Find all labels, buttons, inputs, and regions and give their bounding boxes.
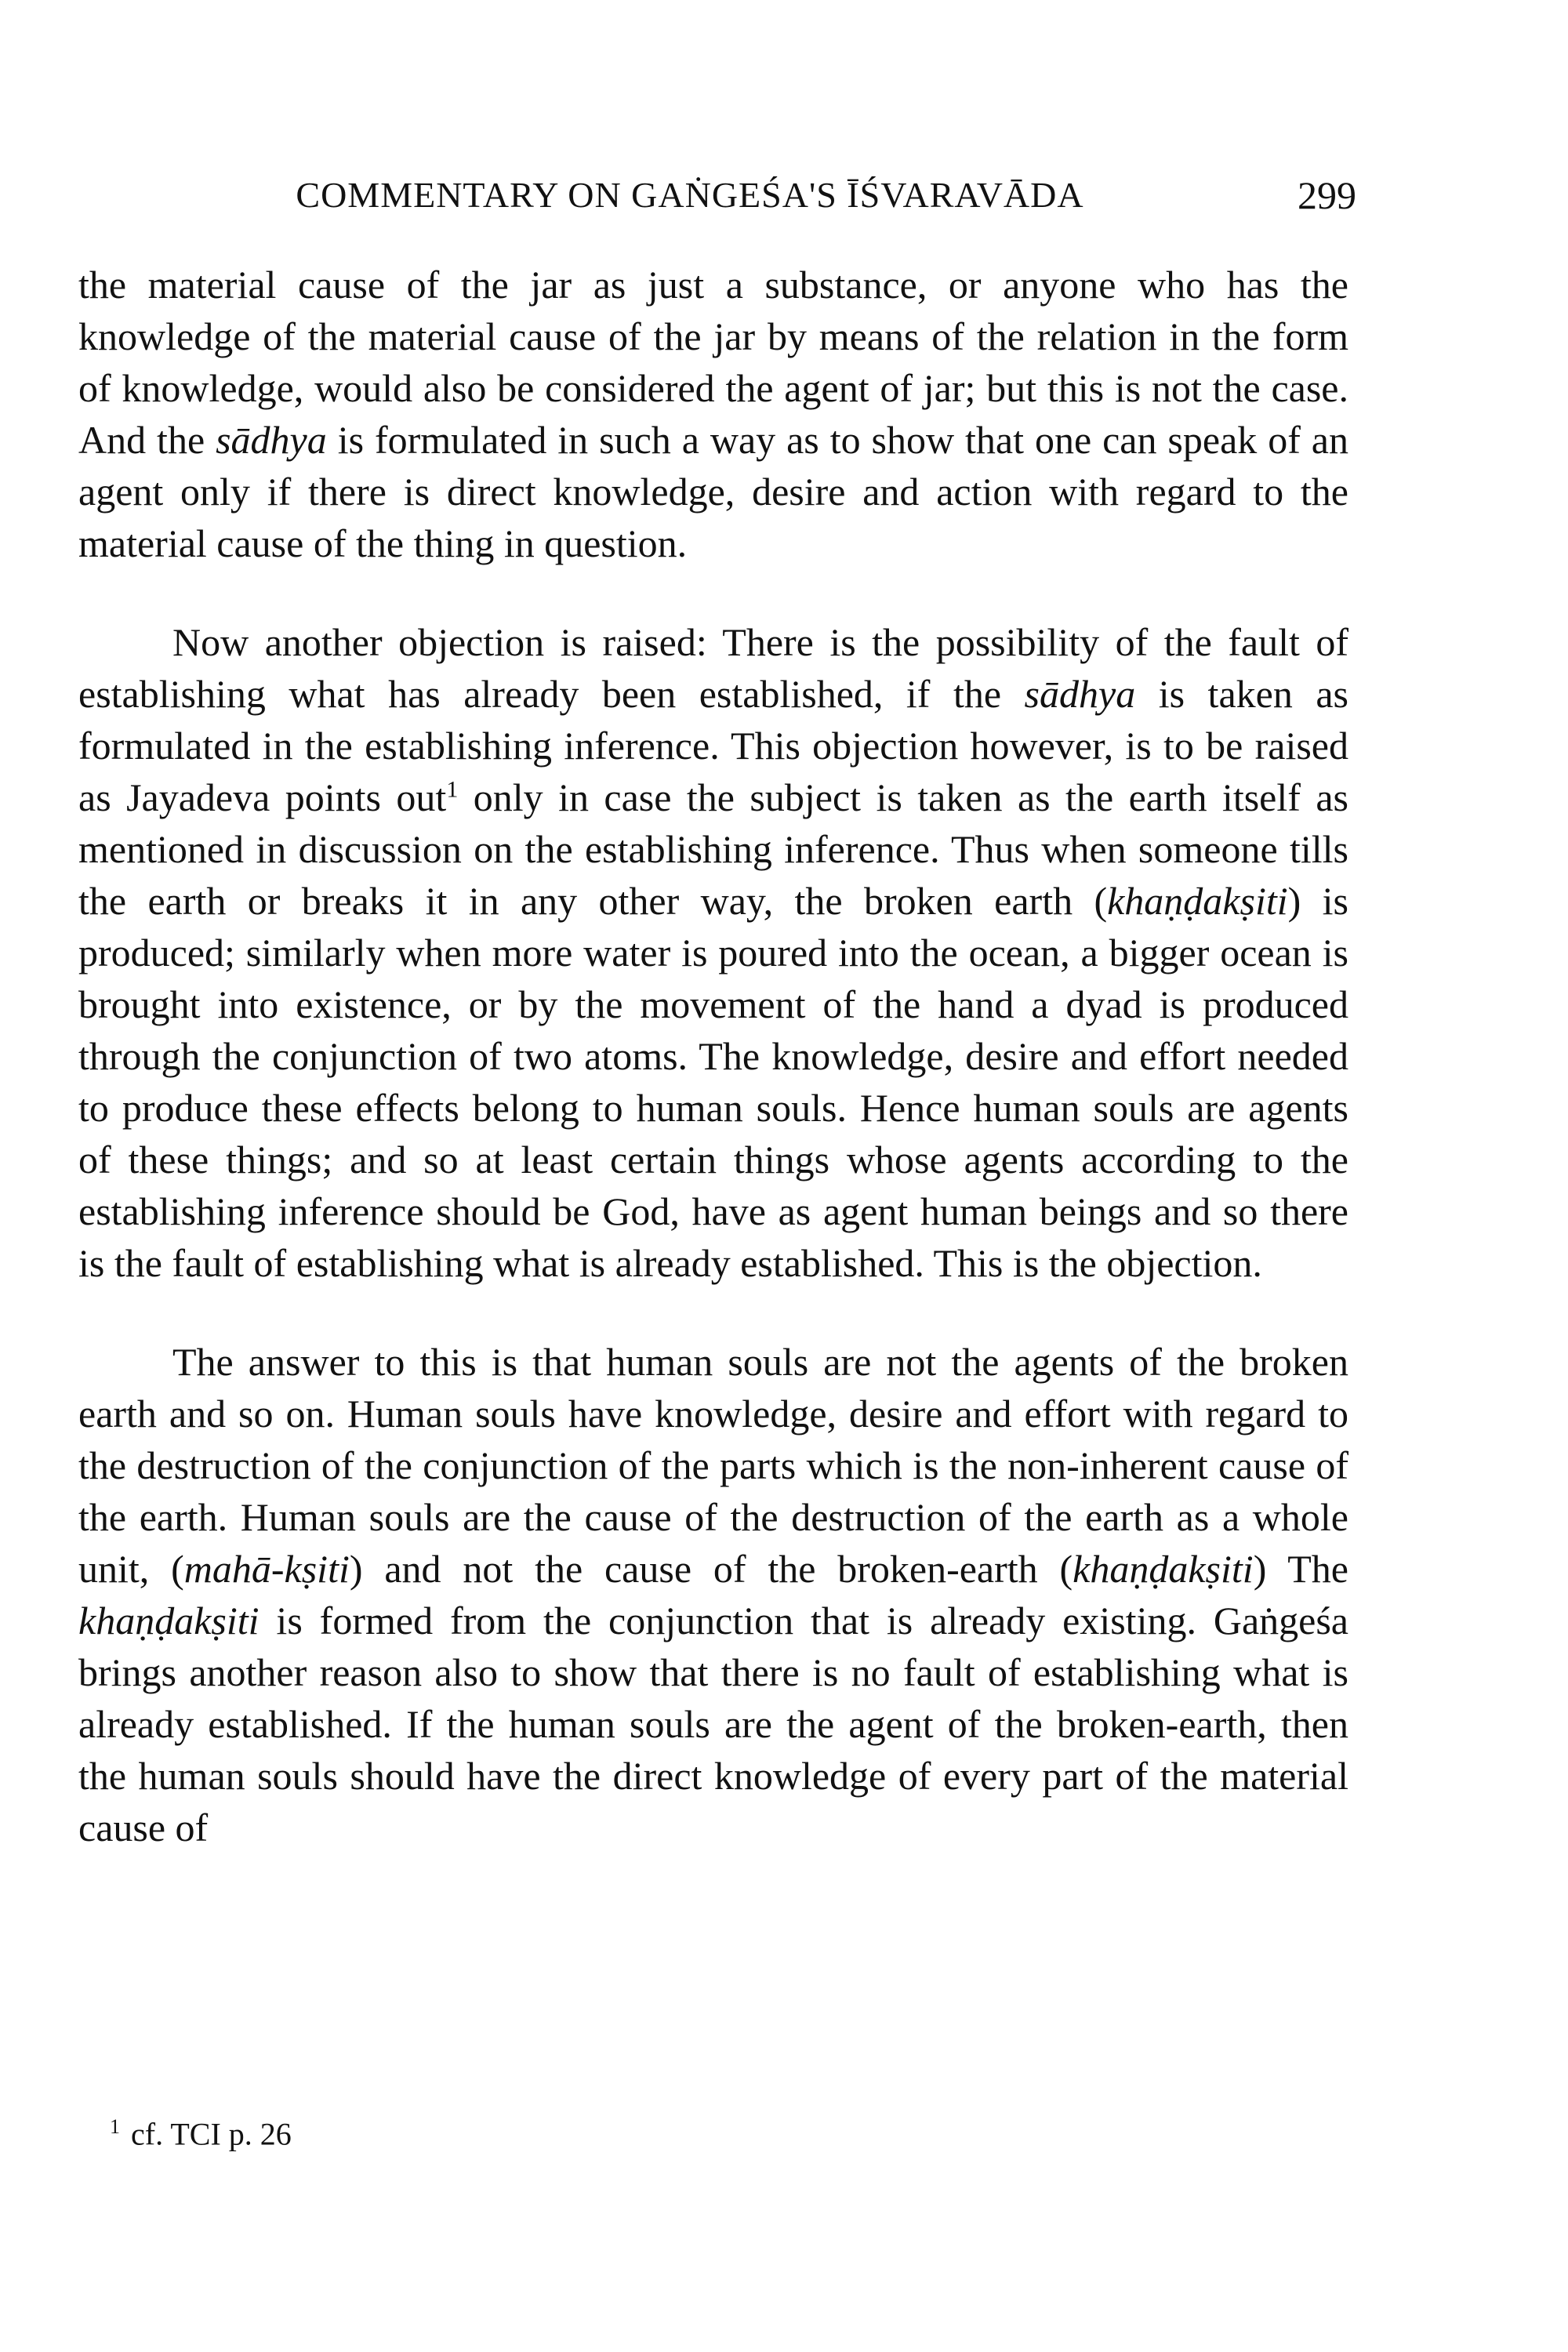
footnote-text: cf. TCI p. 26 bbox=[131, 2116, 292, 2152]
page-header bbox=[227, 168, 1356, 223]
running-title: COMMENTARY ON GAṄGEŚA'S ĪŚVARAVĀDA bbox=[296, 175, 1084, 215]
italic-term: sādhya bbox=[216, 418, 327, 462]
paragraph-1 bbox=[78, 259, 1348, 569]
paragraph-3 bbox=[78, 1336, 1348, 1853]
italic-term: khaṇḍakṣiti bbox=[1073, 1547, 1254, 1591]
paragraph-2 bbox=[78, 616, 1348, 1289]
text-run: ) is produced; similarly when more water is poured into the ocean, a bigger ocean is brought into existence, or by the movement of the hand a dyad is produced through the conjunction of two atoms. The knowledge, desire and effort needed to produce these effects belong to human souls. Hence human souls are agents of these things; and so at least certain things whose agents according to the establishing inference should be God, have as agent human beings and so there is the fault of establishing what is already established. This is the objection. bbox=[78, 879, 1348, 1285]
body-text bbox=[78, 259, 1348, 1853]
footnote-marker: 1 bbox=[110, 2115, 120, 2138]
footnote-reference: 1 bbox=[446, 776, 459, 803]
text-run: is formulated in such a way as to show that one can speak of an agent only if there is direct knowledge, desire and action with regard to the material cause of the thing in question. bbox=[78, 418, 1349, 565]
footnote bbox=[110, 2105, 292, 2156]
italic-term: sādhya bbox=[1024, 672, 1136, 716]
text-run: is formed from the conjunction that is already existing. Gaṅgeśa brings another reason also to show that there is no fault of establishing what is already established. If the human souls are the agent of the broken-earth, then the human souls should have the direct knowledge of every part of the material cause of bbox=[78, 1599, 1348, 1849]
text-run: is taken as formulated in the establishing inference. This objection however, is to be raised as Jayadeva points out bbox=[78, 672, 1348, 819]
text-run: only in case the subject is taken as the earth itself as mentioned in discussion on the establishing inference. Thus when someone tills the earth or breaks it in any other way, the broken earth ( bbox=[78, 775, 1348, 923]
text-run: the material cause of the jar as just a substance, or anyone who has the knowledge of the material cause of the jar by means of the relation in the form of knowledge, would also be considered the agent of jar; but this is not the case. And the bbox=[78, 263, 1348, 462]
italic-term: khaṇḍakṣiti bbox=[78, 1599, 260, 1642]
text-run: The answer to this is that human souls are not the agents of the broken earth and so on. Human souls have knowledge, desire and effort with regard to the destruction of the conjunction of the parts which is the non-inherent cause of the earth. Human souls are the cause of the destruction of the earth as a whole unit, ( bbox=[78, 1340, 1348, 1591]
italic-term: mahā-kṣiti bbox=[183, 1547, 350, 1591]
text-run: ) and not the cause of the broken-earth ( bbox=[349, 1547, 1073, 1591]
text-run: ) The bbox=[1253, 1547, 1348, 1591]
italic-term: khaṇḍakṣiti bbox=[1107, 879, 1288, 923]
page-number: 299 bbox=[1298, 173, 1356, 217]
text-run: Now another objection is raised: There is the possibility of the fault of establishing what has already been established, if the bbox=[78, 620, 1348, 716]
